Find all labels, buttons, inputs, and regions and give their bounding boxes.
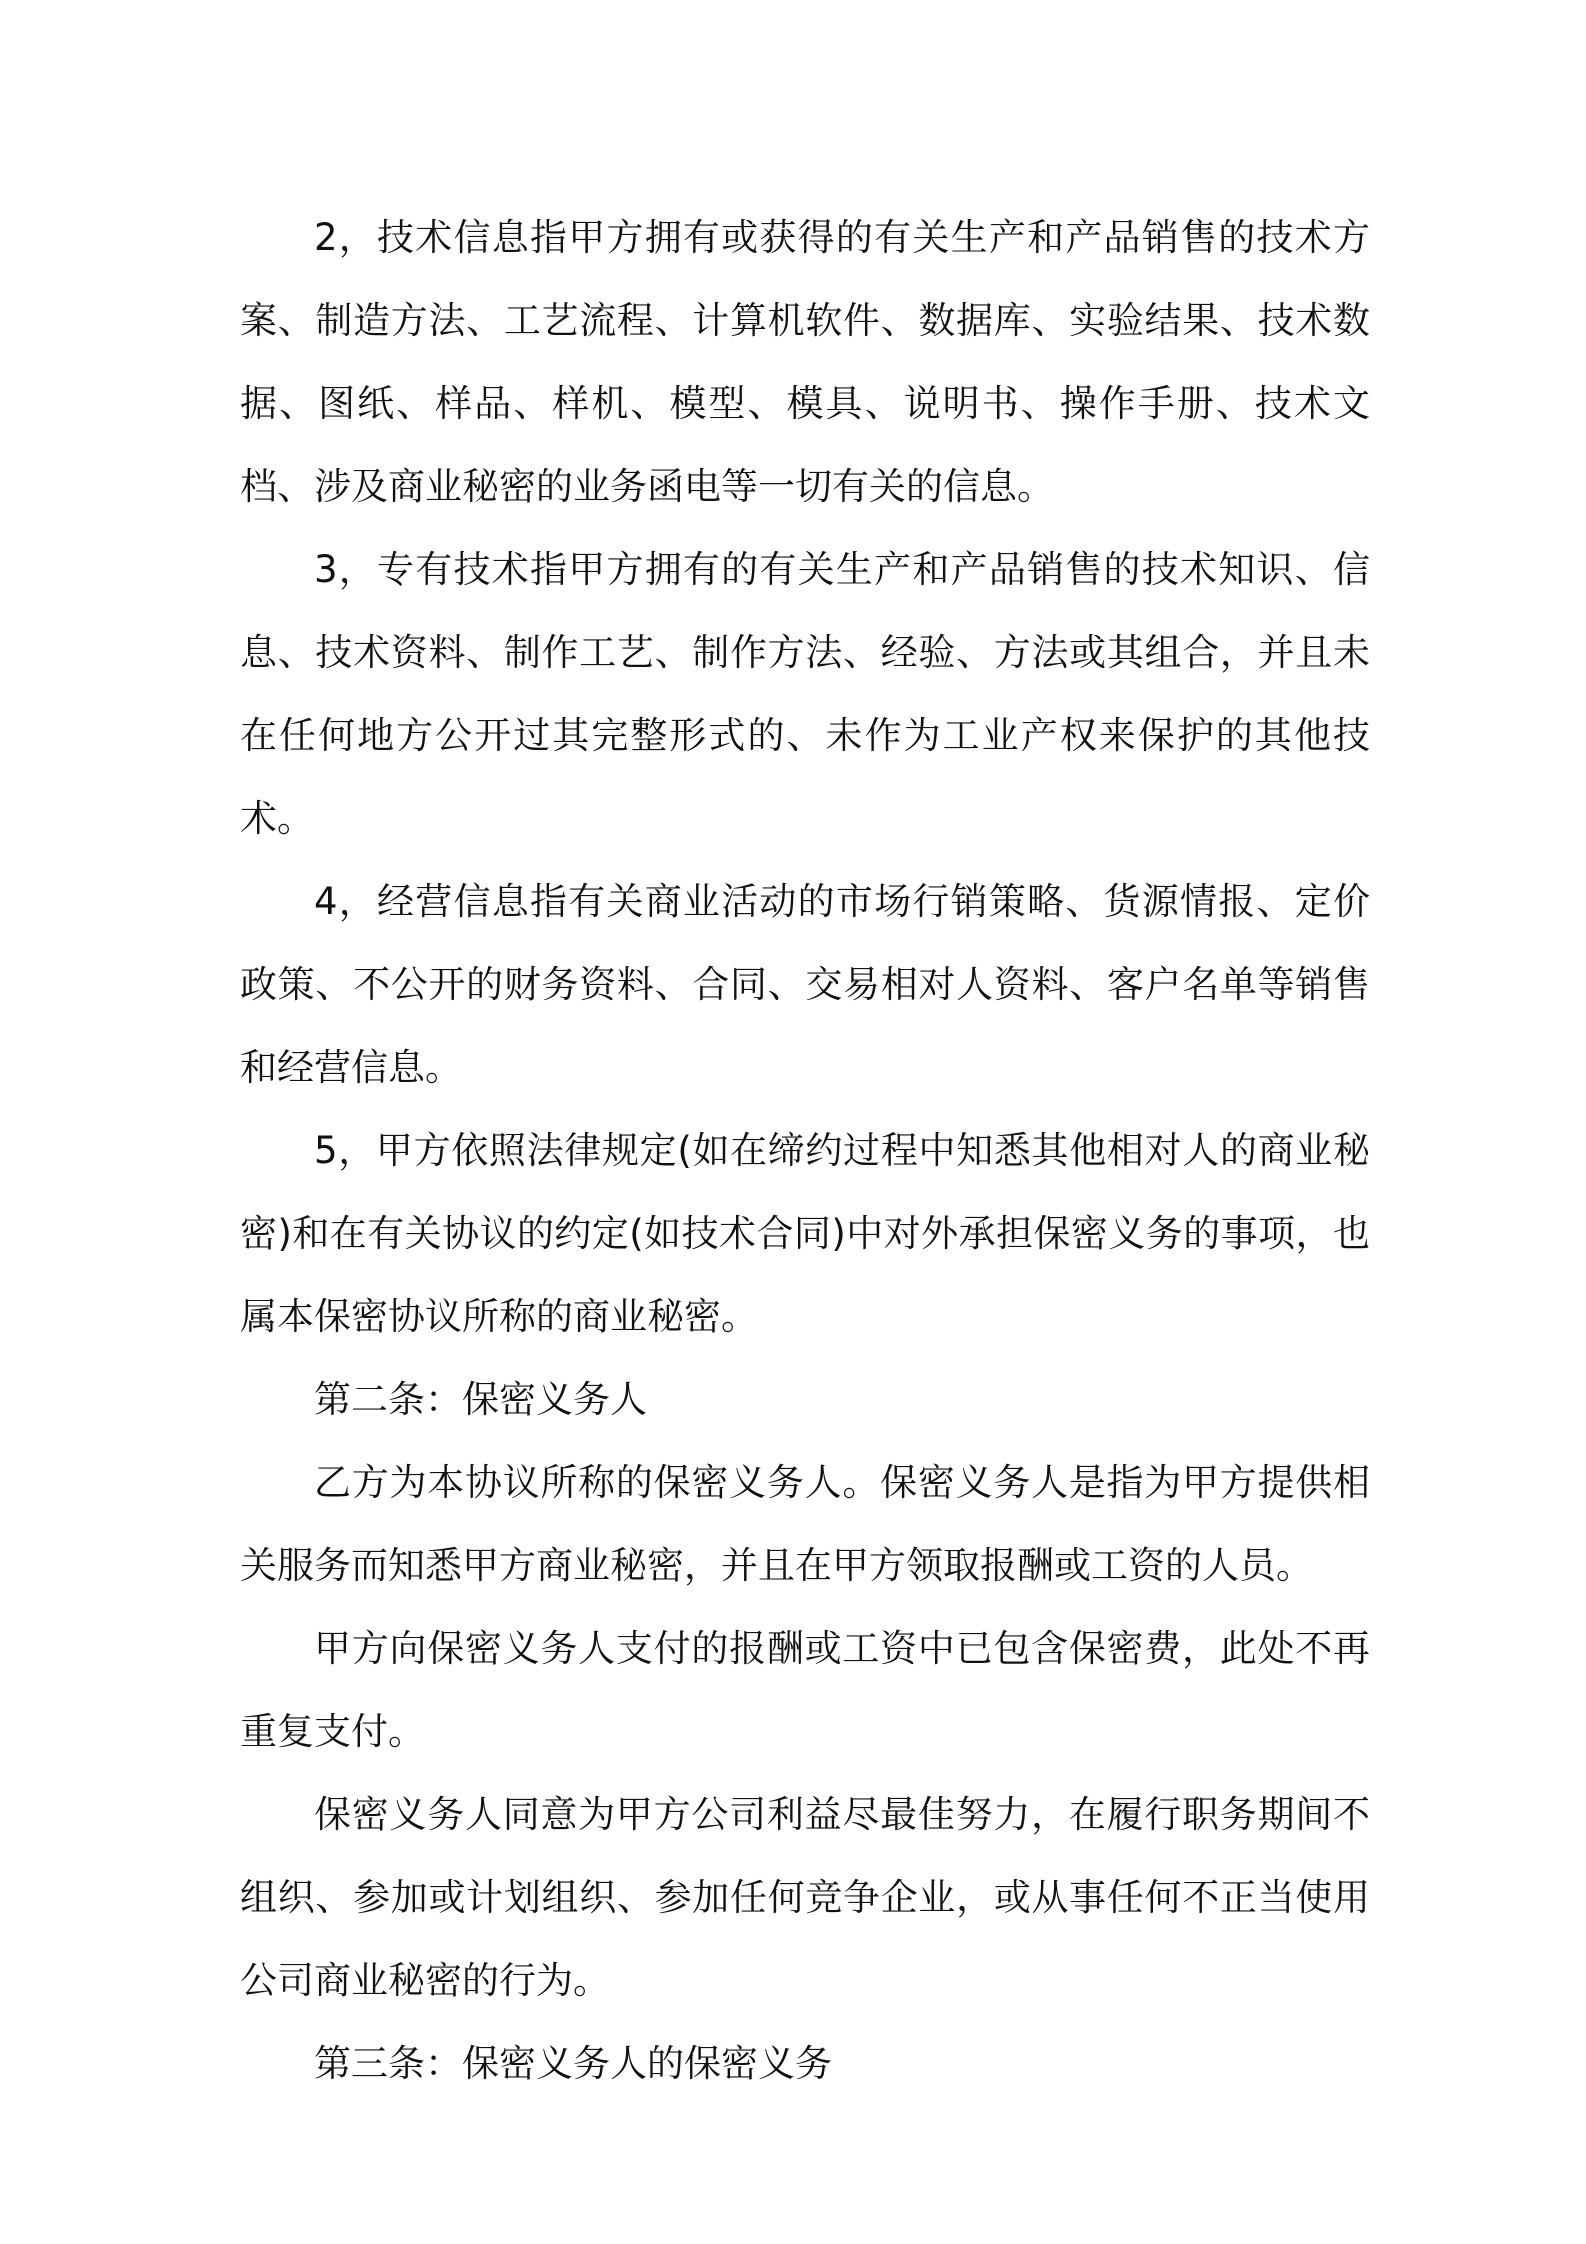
article-3-heading: 第三条：保密义务人的保密义务: [314, 2042, 832, 2085]
article-2-paragraph-2: 甲方向保密义务人支付的报酬或工资中已包含保密费，此处不再重复支付。: [240, 1627, 1370, 1753]
article-2-paragraph-1: 乙方为本协议所称的保密义务人。保密义务人是指为甲方提供相关服务而知悉甲方商业秘密，并且在甲方领取报酬或工资的人员。: [240, 1461, 1370, 1587]
clause-5-legal-obligations: 5，甲方依照法律规定(如在缔约过程中知悉其他相对人的商业秘密)和在有关协议的约定(如技术合同)中对外承担保密义务的事项，也属本保密协议所称的商业秘密。: [240, 1129, 1370, 1338]
document-body: [240, 196, 1370, 2105]
clause-3-know-how: 3，专有技术指甲方拥有的有关生产和产品销售的技术知识、信息、技术资料、制作工艺、制作方法、经验、方法或其组合，并且未在任何地方公开过其完整形式的、未作为工业产权来保护的其他技术。: [240, 548, 1370, 840]
article-2-paragraph-3: 保密义务人同意为甲方公司利益尽最佳努力，在履行职务期间不组织、参加或计划组织、参加任何竞争企业，或从事任何不正当使用公司商业秘密的行为。: [240, 1793, 1370, 2002]
article-2-heading: 第二条：保密义务人: [314, 1378, 647, 1421]
clause-4-business-info: 4，经营信息指有关商业活动的市场行销策略、货源情报、定价政策、不公开的财务资料、合同、交易相对人资料、客户名单等销售和经营信息。: [240, 880, 1370, 1089]
clause-2-technical-info: 2，技术信息指甲方拥有或获得的有关生产和产品销售的技术方案、制造方法、工艺流程、计算机软件、数据库、实验结果、技术数据、图纸、样品、样机、模型、模具、说明书、操作手册、技术文档、涉及商业秘密的业务函电等一切有关的信息。: [240, 216, 1370, 508]
